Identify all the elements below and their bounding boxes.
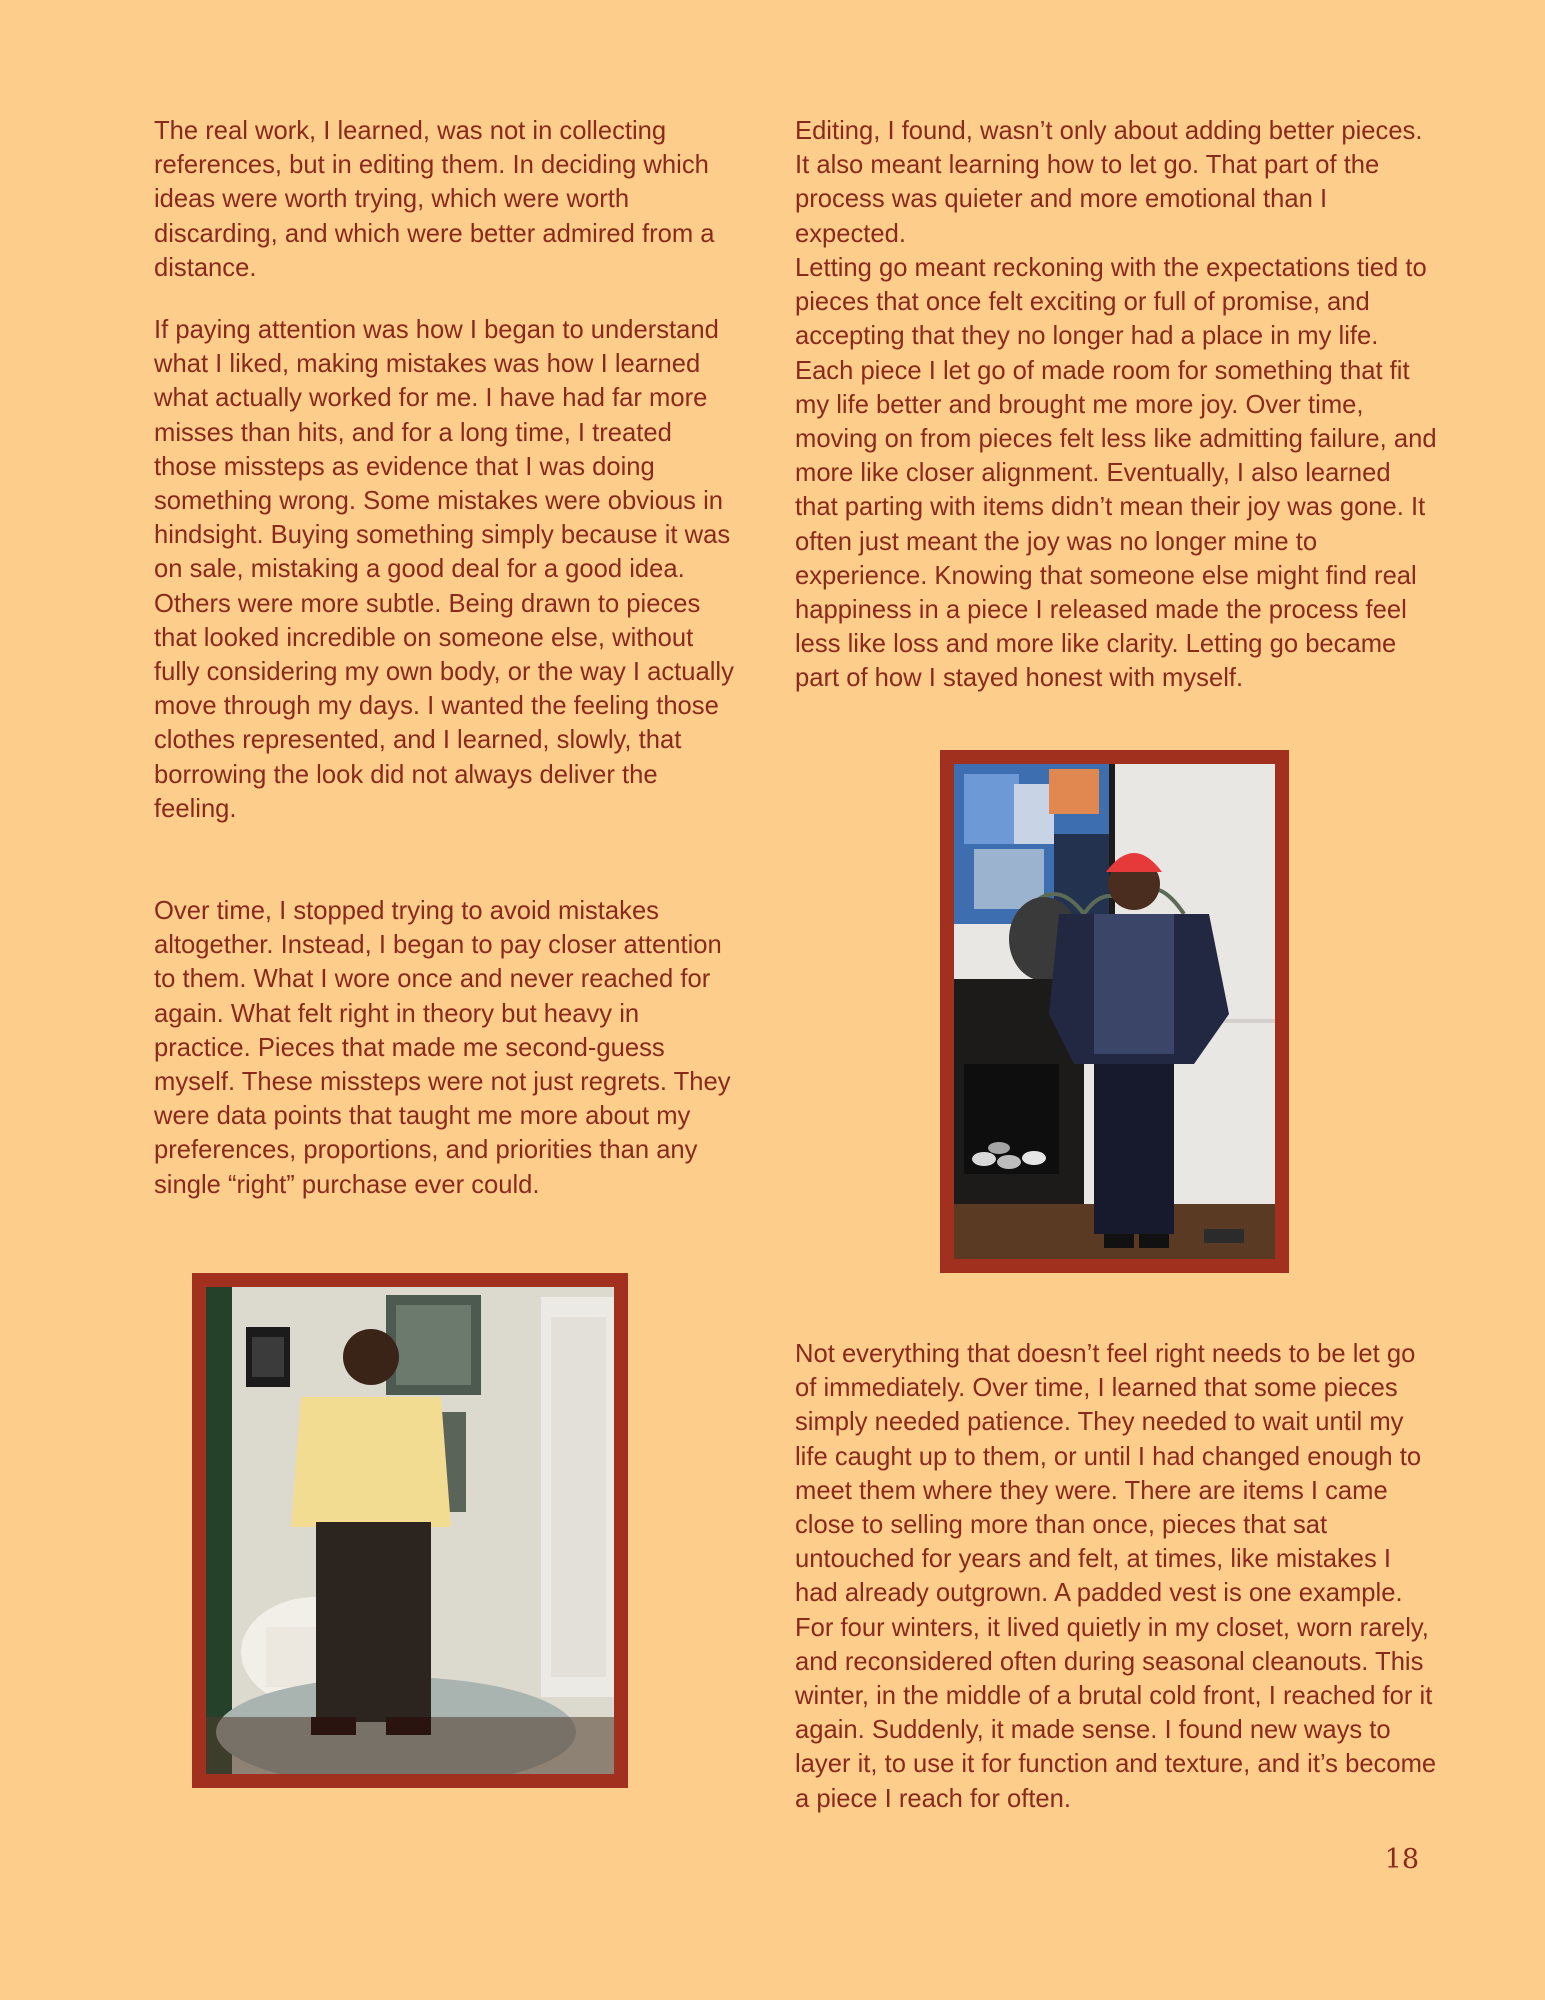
photo-man-red-beanie: [954, 764, 1275, 1259]
left-paragraph-2: If paying attention was how I began to understand what I liked, making mistakes was how I learned what actually worked for me. I have had far more misses than hits, and for a long time, I treated those missteps as evidence that I was doing something wrong. Some mistakes were obvious in hindsight. Buying something simply because it was on sale, mistaking a good deal for a good idea. Others were more subtle. Being drawn to pieces that looked incredible on someone else, without fully considering my own body, or the way I actually move through my days. I wanted the feeling those clothes represented, and I learned, slowly, that borrowing the look did not always deliver the feeling.: [154, 316, 734, 823]
photo-illustration-sweater: [206, 1287, 614, 1774]
left-paragraph-1: The real work, I learned, was not in collecting references, but in editing them. In deciding which ideas were worth trying, which were worth discarding, and which were better admired from a distance.: [154, 117, 715, 282]
photo-frame-sweater: [192, 1273, 628, 1788]
right-paragraph-2: Letting go meant reckoning with the expectations tied to pieces that once felt exciting or full of promise, and accepting that they no longer had a place in my life. Each piece I let go of made room for something that fit my life better and brought me more joy. Over time, moving on from pieces felt less like admitting failure, and more like closer alignment. Eventually, I also learned that parting with items didn’t mean their joy was gone. It often just meant the joy was no longer mine to experience. Knowing that someone else might find real happiness in a piece I released made the process feel less like loss and more like clarity. Letting go became part of how I stayed honest with myself.: [795, 254, 1437, 693]
right-paragraph-3: Not everything that doesn’t feel right needs to be let go of immediately. Over time, I learned that some pieces simply needed patience. They needed to wait until my life caught up to them, or until I had changed enough to meet them where they were. There are items I came close to selling more than once, pieces that sat untouched for years and felt, at times, like mistakes I had already outgrown. A padded vest is one example. For four winters, it lived quietly in my closet, worn rarely, and reconsidered often during seasonal cleanouts. This winter, in the middle of a brutal cold front, I reached for it again. Suddenly, it made sense. I found new ways to layer it, to use it for function and texture, and it’s become a piece I reach for often.: [795, 1340, 1437, 1813]
photo-frame-fireplace: [940, 750, 1289, 1273]
page-number: 18: [1384, 1844, 1419, 1875]
right-paragraph-1: Editing, I found, wasn’t only about adding better pieces. It also meant learning how to let go. That part of the process was quieter and more emotional than I expected.: [795, 117, 1423, 248]
photo-illustration-fireplace: [954, 764, 1275, 1259]
photo-man-yellow-sweater: [206, 1287, 614, 1774]
left-paragraph-3: Over time, I stopped trying to avoid mistakes altogether. Instead, I began to pay closer attention to them. What I wore once and never reached for again. What felt right in theory but heavy in practice. Pieces that made me second-guess myself. These missteps were not just regrets. They were data points that taught me more about my preferences, proportions, and priorities than any single “right” purchase ever could.: [154, 897, 731, 1199]
